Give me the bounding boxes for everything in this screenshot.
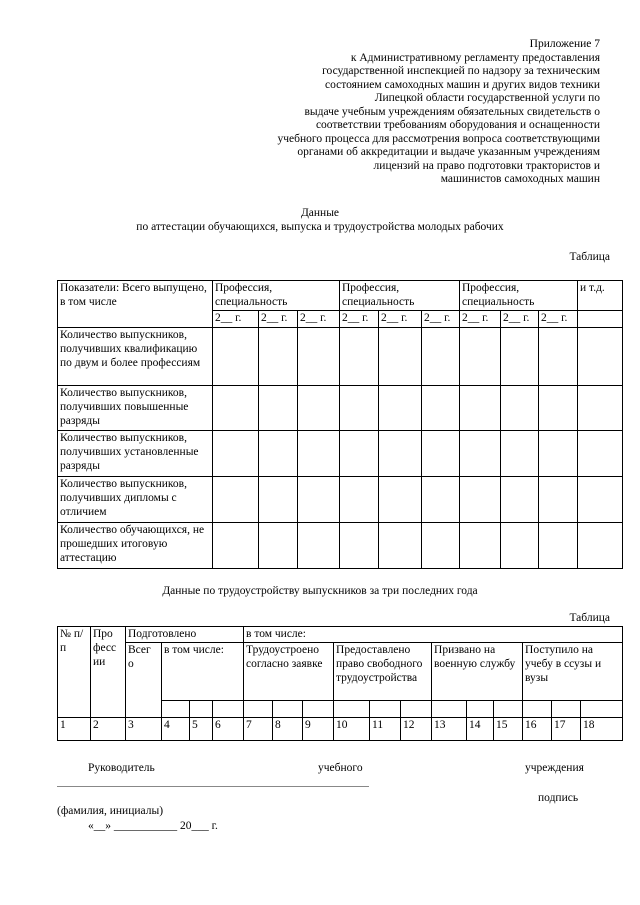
year-cell: 2__ г.	[379, 311, 422, 328]
data-cell	[340, 477, 379, 523]
column-number: 16	[523, 718, 552, 741]
sub-cell	[523, 701, 552, 718]
column-number: 8	[273, 718, 303, 741]
footer-sign: подпись	[538, 792, 579, 804]
data-cell	[298, 328, 340, 386]
data-cell	[340, 523, 379, 569]
sub-cell	[190, 701, 213, 718]
column-number: 7	[244, 718, 273, 741]
column-number: 1	[58, 718, 91, 741]
table-row	[58, 328, 623, 386]
data-cell	[340, 328, 379, 386]
column-number: 9	[303, 718, 334, 741]
column-number: 17	[552, 718, 581, 741]
data-cell	[460, 431, 501, 477]
data-cell	[213, 328, 259, 386]
year-cell: 2__ г.	[259, 311, 298, 328]
data-cell	[539, 477, 578, 523]
data-cell	[422, 477, 460, 523]
data-cell	[460, 477, 501, 523]
sub-cell	[494, 701, 523, 718]
appendix-line: Липецкой области государственной услуги по	[374, 92, 600, 104]
column-number: 11	[370, 718, 401, 741]
data-cell	[298, 477, 340, 523]
data-cell	[578, 477, 623, 523]
data-cell	[539, 386, 578, 431]
year-cell: 2__ г.	[539, 311, 578, 328]
header-profession-2: Профессия, специальность	[340, 281, 460, 311]
data-cell	[578, 523, 623, 569]
year-cell: 2__ г.	[213, 311, 259, 328]
data-cell	[298, 523, 340, 569]
h-army: Призвано на военную службу	[432, 643, 523, 701]
column-number: 10	[334, 718, 370, 741]
appendix-line: выдаче учебным учреждениям обязательных свидетельств о	[304, 105, 600, 118]
year-cell: 2__ г.	[422, 311, 460, 328]
h-free: Предоставлено право свободного трудоустройства	[334, 643, 432, 701]
year-cell: 2__ г.	[298, 311, 340, 328]
data-cell	[259, 431, 298, 477]
appendix-line: состоянием самоходных машин и других видов техники	[324, 78, 600, 91]
data-cell	[259, 523, 298, 569]
data-cell	[501, 386, 539, 431]
appendix-header	[180, 38, 600, 187]
empty-cell	[578, 311, 623, 328]
sub-cell	[303, 701, 334, 718]
h-prof: Про фесс ии	[91, 627, 126, 718]
h-study: Поступило на учебу в ссузы и вузы	[523, 643, 623, 701]
h-prepared: Подготовлено	[126, 627, 244, 643]
column-number: 6	[213, 718, 244, 741]
appendix-line: лицензий на право подготовки трактористов и	[373, 159, 600, 172]
column-number: 4	[162, 718, 190, 741]
data-cell	[298, 431, 340, 477]
h-total: Всег о	[126, 643, 162, 718]
sub-cell	[244, 701, 273, 718]
data-cell	[539, 431, 578, 477]
data-cell	[259, 477, 298, 523]
year-cell: 2__ г.	[460, 311, 501, 328]
table-row	[58, 431, 623, 477]
sub-cell	[370, 701, 401, 718]
employment-subtitle: Данные по трудоустройству выпускников за три последних года	[162, 585, 478, 597]
footer-head: Руководитель	[88, 762, 155, 774]
header-indicators: Показатели: Всего выпущено, в том числе	[58, 281, 213, 328]
sub-cell	[162, 701, 190, 718]
appendix-line: государственной инспекцией по надзору за техническим	[322, 65, 600, 77]
sub-cell	[432, 701, 467, 718]
data-cell	[422, 523, 460, 569]
appendix-line: Приложение 7	[529, 38, 600, 50]
column-number: 5	[190, 718, 213, 741]
data-cell	[422, 328, 460, 386]
footer-date: «__» ___________ 20___ г.	[88, 820, 218, 832]
h-num: № п/п	[58, 627, 91, 718]
table2-label: Таблица	[569, 612, 610, 624]
data-cell	[501, 477, 539, 523]
row-label: Количество выпускников, получивших квалификацию по двум и более профессиям	[58, 328, 213, 386]
data-cell	[259, 328, 298, 386]
sub-cell	[581, 701, 623, 718]
appendix-line: учебного процесса для рассмотрения вопроса соответствующими	[277, 132, 600, 145]
appendix-line: соответствии требованиям оборудования и оснащенности	[315, 119, 600, 131]
table-row	[58, 477, 623, 523]
data-cell	[460, 328, 501, 386]
data-cell	[501, 523, 539, 569]
data-cell	[578, 386, 623, 431]
sub-cell	[401, 701, 432, 718]
data-cell	[460, 386, 501, 431]
table-row	[58, 386, 623, 431]
footer-inst: учреждения	[525, 762, 584, 774]
appendix-line: органами об аккредитации и выдаче указанным учреждениям	[297, 146, 600, 158]
sub-cell	[552, 701, 581, 718]
data-cell	[578, 328, 623, 386]
row-label: Количество выпускников, получивших повышенные разряды	[58, 386, 213, 431]
sub-cell	[213, 701, 244, 718]
attestation-table	[57, 280, 623, 569]
data-cell	[213, 477, 259, 523]
h-including: в том числе:	[244, 627, 623, 643]
signature-line	[57, 786, 369, 787]
document-title	[0, 207, 640, 234]
data-cell	[340, 386, 379, 431]
data-cell	[422, 431, 460, 477]
column-number: 13	[432, 718, 467, 741]
h-including-2: в том числе:	[162, 643, 244, 701]
year-cell: 2__ г.	[340, 311, 379, 328]
row-label: Количество обучающихся, не прошедших итоговую аттестацию	[58, 523, 213, 569]
table-row	[58, 523, 623, 569]
data-cell	[422, 386, 460, 431]
sub-cell	[334, 701, 370, 718]
column-number: 2	[91, 718, 126, 741]
data-cell	[213, 386, 259, 431]
row-label: Количество выпускников, получивших установленные разряды	[58, 431, 213, 477]
data-cell	[259, 386, 298, 431]
data-cell	[213, 431, 259, 477]
data-cell	[501, 431, 539, 477]
column-number: 12	[401, 718, 432, 741]
header-profession-1: Профессия, специальность	[213, 281, 340, 311]
column-number: 18	[581, 718, 623, 741]
column-number: 3	[126, 718, 162, 741]
data-cell	[379, 431, 422, 477]
footer-edu: учебного	[318, 762, 363, 774]
employment-table	[57, 626, 623, 741]
header-profession-3: Профессия, специальность	[460, 281, 578, 311]
data-cell	[539, 328, 578, 386]
data-cell	[213, 523, 259, 569]
column-number: 14	[467, 718, 494, 741]
title-line-1: Данные	[300, 207, 340, 219]
data-cell	[539, 523, 578, 569]
footer-name: (фамилия, инициалы)	[57, 805, 164, 817]
column-number: 15	[494, 718, 523, 741]
header-etc: и т.д.	[578, 281, 623, 311]
appendix-line: машинистов самоходных машин	[440, 173, 600, 185]
data-cell	[379, 386, 422, 431]
data-cell	[379, 328, 422, 386]
year-cell: 2__ г.	[501, 311, 539, 328]
data-cell	[340, 431, 379, 477]
sub-cell	[273, 701, 303, 718]
appendix-line: к Административному регламенту предоставления	[350, 51, 600, 64]
data-cell	[379, 477, 422, 523]
h-employed: Трудоустроено согласно заявке	[244, 643, 334, 701]
data-cell	[578, 431, 623, 477]
data-cell	[460, 523, 501, 569]
title-line-2: по аттестации обучающихся, выпуска и трудоустройства молодых рабочих	[136, 220, 504, 233]
sub-cell	[467, 701, 494, 718]
data-cell	[298, 386, 340, 431]
table1-label: Таблица	[569, 251, 610, 263]
data-cell	[501, 328, 539, 386]
data-cell	[379, 523, 422, 569]
row-label: Количество выпускников, получивших дипломы с отличием	[58, 477, 213, 523]
